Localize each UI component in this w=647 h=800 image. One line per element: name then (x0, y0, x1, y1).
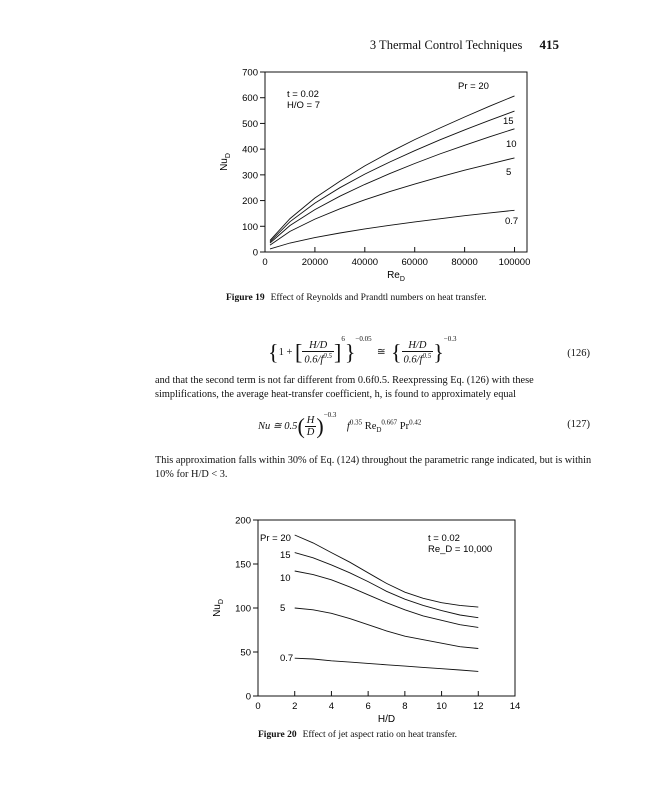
eq126-den: 0.6/f (304, 354, 324, 366)
eq127-re-exp: 0.667 (381, 418, 398, 427)
y-axis-label: $Nu_D$ (219, 153, 232, 171)
y-tick-label: 0 (245, 691, 251, 703)
eq127-d: D (306, 427, 315, 439)
caption-label: Figure 20 (258, 730, 297, 740)
series-label-0: Pr = 20 (458, 81, 489, 92)
y-tick-label: 100 (242, 221, 258, 233)
param-t: t = 0.02 (287, 89, 319, 100)
series-label-3: 5 (280, 603, 286, 614)
eq127-pr: Pr (399, 421, 410, 432)
series-line-0 (270, 96, 515, 241)
series-label-4: 0.7 (280, 653, 294, 664)
eq127-h: H (306, 415, 315, 427)
y-tick-label: 200 (235, 515, 251, 527)
eq127-pr-exp: 0.42 (409, 418, 422, 427)
eq126-approx: ≅ (376, 347, 386, 358)
x-tick-label: 60000 (401, 257, 428, 268)
y-tick-label: 200 (242, 196, 258, 208)
eq127-re-sub: D (376, 426, 382, 435)
series-label-3: 5 (506, 167, 512, 178)
param-ho: H/O = 7 (287, 100, 320, 111)
y-tick-label: 150 (235, 559, 251, 571)
y-tick-label: 300 (242, 170, 258, 182)
eq126-exp-left: −0.05 (355, 335, 372, 343)
x-tick-label: 2 (292, 701, 298, 712)
eq126-one-plus: 1 + (278, 347, 293, 358)
x-axis-label: $Re_D$ (387, 270, 405, 283)
page-number: 415 (539, 37, 559, 52)
param-t: t = 0.02 (428, 533, 460, 544)
y-tick-label: 600 (242, 93, 258, 105)
eq127-f: f (346, 421, 350, 432)
x-tick-label: 14 (509, 701, 521, 712)
x-tick-label: 40000 (351, 257, 379, 268)
y-tick-label: 400 (242, 144, 258, 156)
x-tick-label: 0 (255, 701, 261, 712)
series-label-1: 15 (503, 116, 514, 127)
figure-20-caption (258, 730, 457, 740)
x-tick-label: 20000 (301, 257, 329, 268)
caption-text: Effect of Reynolds and Prandtl numbers on heat transfer. (270, 293, 487, 303)
eq126-hd-right: H/D (402, 340, 434, 352)
eq127-lhs: Nu ≅ 0.5 (258, 421, 298, 432)
series-line-4 (270, 210, 515, 249)
series-label-0: Pr = 20 (260, 533, 291, 544)
x-tick-label: 12 (472, 701, 484, 712)
y-tick-label: 0 (252, 247, 258, 259)
x-axis-label: H/D (377, 714, 396, 725)
caption-label: Figure 19 (226, 293, 265, 303)
paragraph-1: and that the second term is not far different from 0.6f0.5. Reexpressing Eq. (126) with these simplifications, the average heat-transfer coefficient, h, is found to approximately equal (155, 375, 534, 400)
x-tick-label: 6 (365, 701, 371, 712)
series-line-2 (270, 129, 515, 243)
series-label-2: 10 (280, 573, 291, 584)
y-tick-label: 700 (242, 67, 258, 79)
series-label-1: 15 (280, 550, 291, 561)
caption-text: Effect of jet aspect ratio on heat transfer. (302, 730, 458, 740)
eq127-f-exp: 0.35 (349, 418, 363, 427)
chapter-title: 3 Thermal Control Techniques (369, 38, 523, 52)
y-tick-label: 100 (235, 603, 251, 615)
equation-127-number: (127) (567, 419, 590, 430)
eq126-exp-outer: 6 (341, 335, 345, 343)
eq126-den-exp-right: 0.5 (422, 351, 432, 360)
series-label-2: 10 (506, 139, 517, 150)
series-line-1 (270, 111, 515, 242)
y-tick-label: 50 (240, 647, 251, 659)
equation-126-number: (126) (567, 348, 590, 359)
y-tick-label: 500 (242, 118, 258, 130)
x-tick-label: 8 (402, 701, 408, 712)
paragraph-2: This approximation falls within 30% of Eq. (124) throughout the parametric range indicated, but is within 10% for H/D < 3. (155, 455, 592, 480)
x-tick-label: 0 (262, 257, 268, 268)
equation-127: Nu ≅ 0.5( $\frac{H}{D}$ )$^{-0.3}$ $f^{0.35}$ $Re_D^{0.667}$ $Pr^{0.42}$ (258, 411, 422, 439)
y-axis-label: $Nu_D$ (212, 599, 225, 617)
series-label-4: 0.7 (505, 216, 519, 227)
param-re: Re_D = 10,000 (428, 544, 493, 555)
x-tick-label: 4 (328, 701, 335, 712)
x-tick-label: 10 (436, 701, 447, 712)
eq126-exp-right: −0.3 (443, 335, 457, 343)
eq126-hd: H/D (302, 340, 334, 352)
figure-19-caption (226, 293, 487, 303)
eq126-den-right: 0.6/f (403, 354, 423, 366)
x-tick-label: 100000 (498, 257, 531, 268)
x-tick-label: 80000 (451, 257, 478, 268)
series-line-3 (270, 158, 515, 245)
eq127-re: Re (364, 421, 377, 432)
equation-126: {1 + [ $\frac{H/D}{0.6/f^{0.5}}$ ]$^6$}$^{-0.05}$ ≅ { $\frac{H/D}{0.6/f^{0.5}}$ }$^{-0.3}$ (268, 335, 457, 366)
eq127-exp-hd: −0.3 (323, 411, 337, 419)
eq126-den-exp: 0.5 (323, 351, 333, 360)
